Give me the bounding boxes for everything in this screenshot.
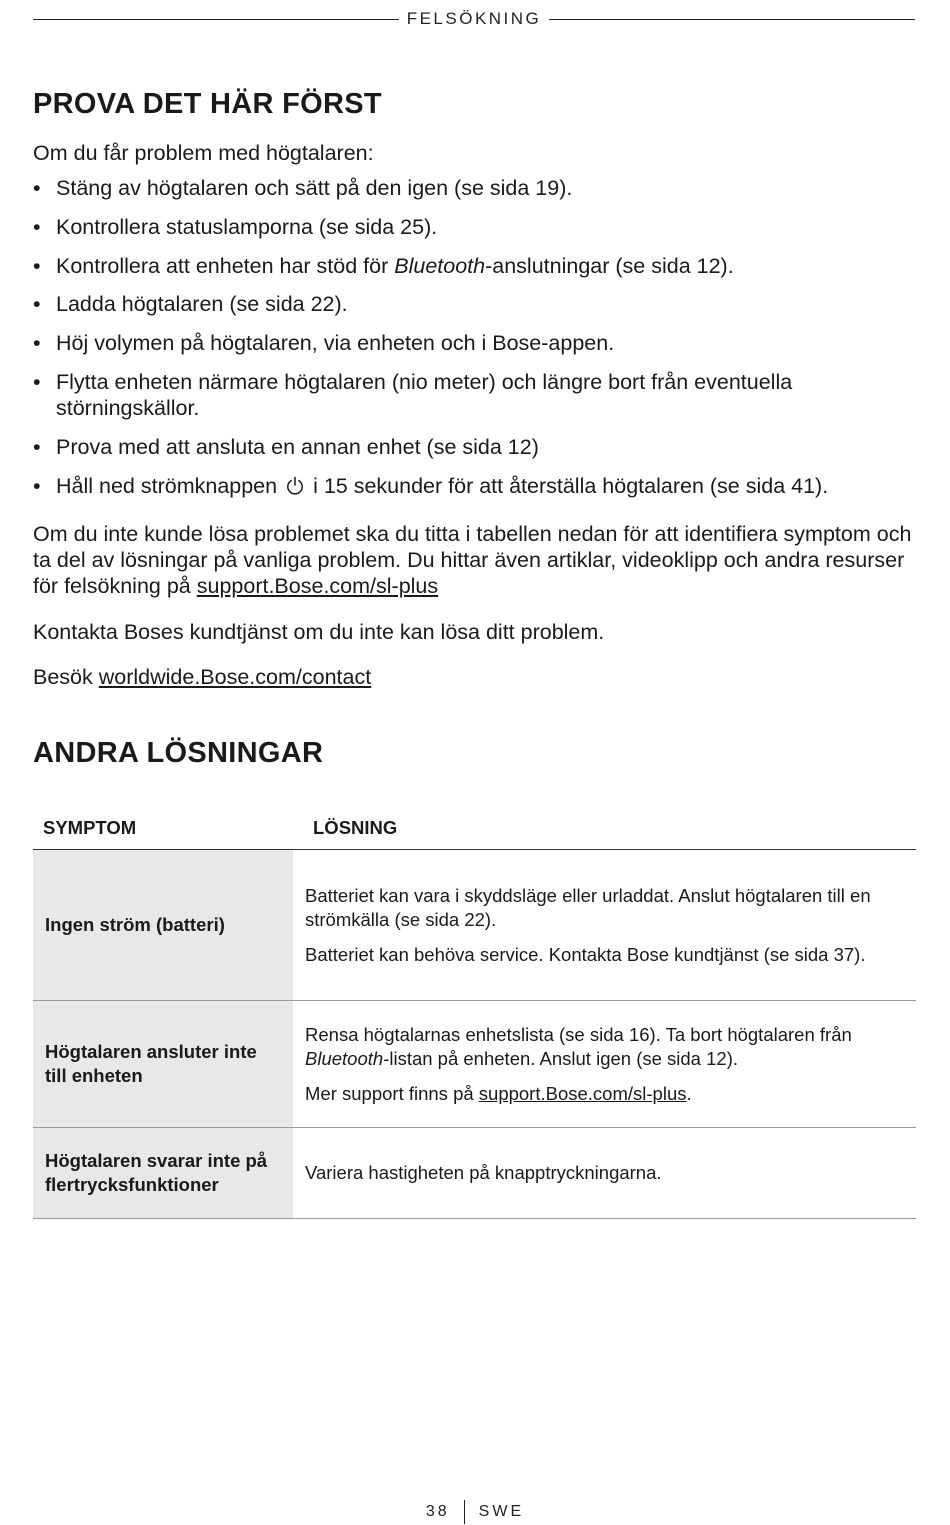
contact-paragraph: Kontakta Boses kundtjänst om du inte kan lösa ditt problem. — [33, 620, 605, 644]
contact-link[interactable]: worldwide.Bose.com/contact — [98, 665, 372, 689]
page-header — [33, 8, 915, 30]
list-item: • Kontrollera statuslamporna (se sida 25). — [33, 214, 438, 239]
list-item: • Flytta enheten närmare högtalaren (nio meter) och längre bort från eventuella störningskällor. — [33, 369, 793, 420]
list-item: • Prova med att ansluta en annan enhet (se sida 12) — [33, 434, 539, 459]
intro-text: Om du får problem med högtalaren: — [33, 141, 374, 165]
solutions-table — [33, 813, 916, 1219]
list-item: • Höj volymen på högtalaren, via enheten och i Bose-appen. — [33, 331, 615, 356]
section-label: FELSÖKNING — [406, 9, 542, 28]
bullet-icon: • — [33, 331, 41, 356]
visit-paragraph: Besök worldwide.Bose.com/contact — [33, 665, 372, 689]
table-row — [33, 1001, 916, 1128]
symptom-cell: Högtalaren svarar inte på flertrycksfunktioner — [33, 1128, 293, 1218]
list-item: • Stäng av högtalaren och sätt på den igen (se sida 19). — [33, 176, 573, 200]
table-row — [33, 1128, 916, 1219]
footer-divider — [464, 1500, 465, 1524]
list-item: • Håll ned strömknappen i 15 sekunder för att återställa högtalaren (se sida 41). — [33, 473, 829, 498]
table-header — [33, 813, 916, 850]
header-rule-right — [549, 19, 915, 20]
page-number: 38 — [425, 1503, 450, 1520]
table-row — [33, 850, 916, 1001]
bullet-icon: • — [33, 473, 41, 498]
solution-cell: Variera hastigheten på knapptryckningarna. — [305, 1162, 662, 1183]
page-footer — [0, 1500, 950, 1524]
support-link[interactable]: support.Bose.com/sl-plus — [478, 1082, 687, 1104]
symptom-cell: Ingen ström (batteri) — [33, 850, 293, 1000]
power-icon — [285, 476, 305, 496]
bullet-icon: • — [33, 176, 41, 200]
list-item: • Ladda högtalaren (se sida 22). — [33, 292, 348, 317]
column-header-solution: LÖSNING — [313, 817, 398, 838]
support-link[interactable]: support.Bose.com/sl-plus — [196, 574, 439, 598]
bullet-icon: • — [33, 434, 41, 459]
solution-cell: Rensa högtalarnas enhetslista (se sida 16). Ta bort högtalaren från Bluetooth-listan på enheten. Anslut igen (se sida 12). Mer support finns på support.Bose.com/sl-plus. — [305, 1023, 852, 1104]
bullet-icon: • — [33, 214, 41, 239]
section-title-other-solutions: ANDRA LÖSNINGAR — [33, 737, 324, 769]
bullet-icon: • — [33, 369, 41, 394]
section-title-try-first: PROVA DET HÄR FÖRST — [33, 88, 382, 120]
bullet-icon: • — [33, 253, 41, 278]
language-code: SWE — [478, 1503, 525, 1520]
solution-cell: Batteriet kan vara i skyddsläge eller urladdat. Anslut högtalaren till en strömkälla (se sida 22). Batteriet kan behöva service. Kontakta Bose kundtjänst (se sida 37). — [305, 884, 871, 965]
table-intro-paragraph: Om du inte kunde lösa problemet ska du titta i tabellen nedan för att identifiera symptom och ta del av lösningar på vanliga problem. Du hittar även artiklar, videoklipp och andra resurser för felsökning på support.Bose.com/sl-plus — [33, 522, 912, 598]
bullet-icon: • — [33, 292, 41, 317]
symptom-cell: Högtalaren ansluter inte till enheten — [33, 1001, 293, 1127]
column-header-symptom: SYMPTOM — [43, 817, 137, 838]
list-item: • Kontrollera att enheten har stöd för Bluetooth-anslutningar (se sida 12). — [33, 253, 734, 278]
troubleshoot-list — [33, 175, 918, 511]
header-rule-left — [33, 19, 399, 20]
